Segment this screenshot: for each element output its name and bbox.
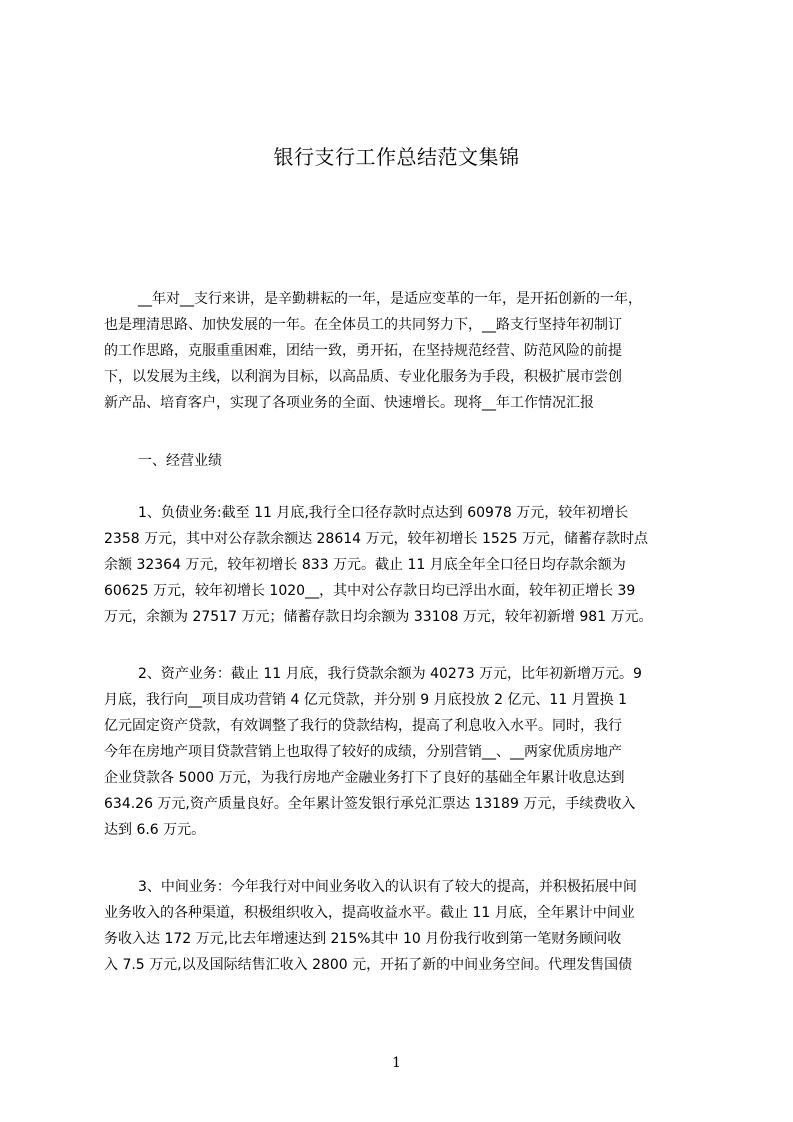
paragraph-line: __年对__支行来讲，是辛勤耕耘的一年，是适应变革的一年，是开拓创新的一年， bbox=[138, 291, 642, 307]
paragraph-line: 务收入达 172 万元,比去年增速达到 215%其中 10 月份我行收到第一笔财务顾问收 bbox=[104, 931, 622, 947]
intro-paragraph bbox=[104, 286, 698, 416]
paragraph-line: 的工作思路，克服重重困难，团结一致，勇开拓，在坚持规范经营、防范风险的前提 bbox=[104, 343, 622, 359]
paragraph-line: 2358 万元，其中对公存款余额达 28614 万元，较年初增长 1525 万元，储蓄存款时点 bbox=[104, 531, 649, 547]
paragraph-line: 今年在房地产项目贷款营销上也取得了较好的成绩，分别营销__、__两家优质房地产 bbox=[104, 744, 622, 760]
paragraph-line: 2、资产业务：截止 11 月底，我行贷款余额为 40273 万元，比年初新增万元。9 bbox=[138, 666, 642, 682]
document-title: 银行支行工作总结范文集锦 bbox=[273, 145, 520, 169]
paragraph-line: 达到 6.6 万元。 bbox=[104, 822, 206, 838]
paragraph-line: 3、中间业务：今年我行对中间业务收入的认识有了较大的提高，并积极拓展中间 bbox=[138, 879, 637, 895]
liability-paragraph bbox=[104, 500, 698, 630]
paragraph-line: 企业贷款各 5000 万元，为我行房地产金融业务打下了良好的基础全年累计收息达到 bbox=[104, 770, 625, 786]
paragraph-line: 60625 万元，较年初增长 1020__，其中对公存款日均已浮出水面，较年初正增长 39 bbox=[104, 583, 636, 599]
page-number: 1 bbox=[392, 1055, 401, 1071]
section-heading: 一、经营业绩 bbox=[138, 453, 222, 469]
paragraph-line: 余额 32364 万元，较年初增长 833 万元。截止 11 月底全年全口径日均存款余额为 bbox=[104, 557, 626, 573]
paragraph-line: 1、负债业务:截至 11 月底,我行全口径存款时点达到 60978 万元，较年初增长 bbox=[138, 505, 629, 521]
paragraph-line: 万元，余额为 27517 万元；储蓄存款日均余额为 33108 万元，较年初新增 981 万元。 bbox=[104, 609, 653, 625]
paragraph-line: 月底，我行向__项目成功营销 4 亿元贷款，并分别 9 月底投放 2 亿元、11 月置换 1 bbox=[104, 692, 628, 708]
asset-paragraph bbox=[104, 661, 698, 843]
intermediate-paragraph bbox=[104, 874, 698, 978]
paragraph-line: 业务收入的各种渠道，积极组织收入，提高收益水平。截止 11 月底，全年累计中间业 bbox=[104, 905, 635, 921]
paragraph-line: 下，以发展为主线，以利润为目标，以高品质、专业化服务为手段，积极扩展市尝创 bbox=[104, 369, 622, 385]
paragraph-line: 634.26 万元,资产质量良好。全年累计签发银行承兑汇票达 13189 万元，手续费收入 bbox=[104, 796, 636, 812]
paragraph-line: 新产品、培育客户，实现了各项业务的全面、快速增长。现将__年工作情况汇报 bbox=[104, 395, 594, 411]
paragraph-line: 也是理清思路、加快发展的一年。在全体员工的共同努力下，__路支行坚持年初制订 bbox=[104, 317, 622, 333]
paragraph-line: 入 7.5 万元,以及国际结售汇收入 2800 元，开拓了新的中间业务空间。代理发售国债 bbox=[104, 957, 633, 973]
paragraph-line: 亿元固定资产贷款，有效调整了我行的贷款结构，提高了利息收入水平。同时，我行 bbox=[104, 718, 622, 734]
